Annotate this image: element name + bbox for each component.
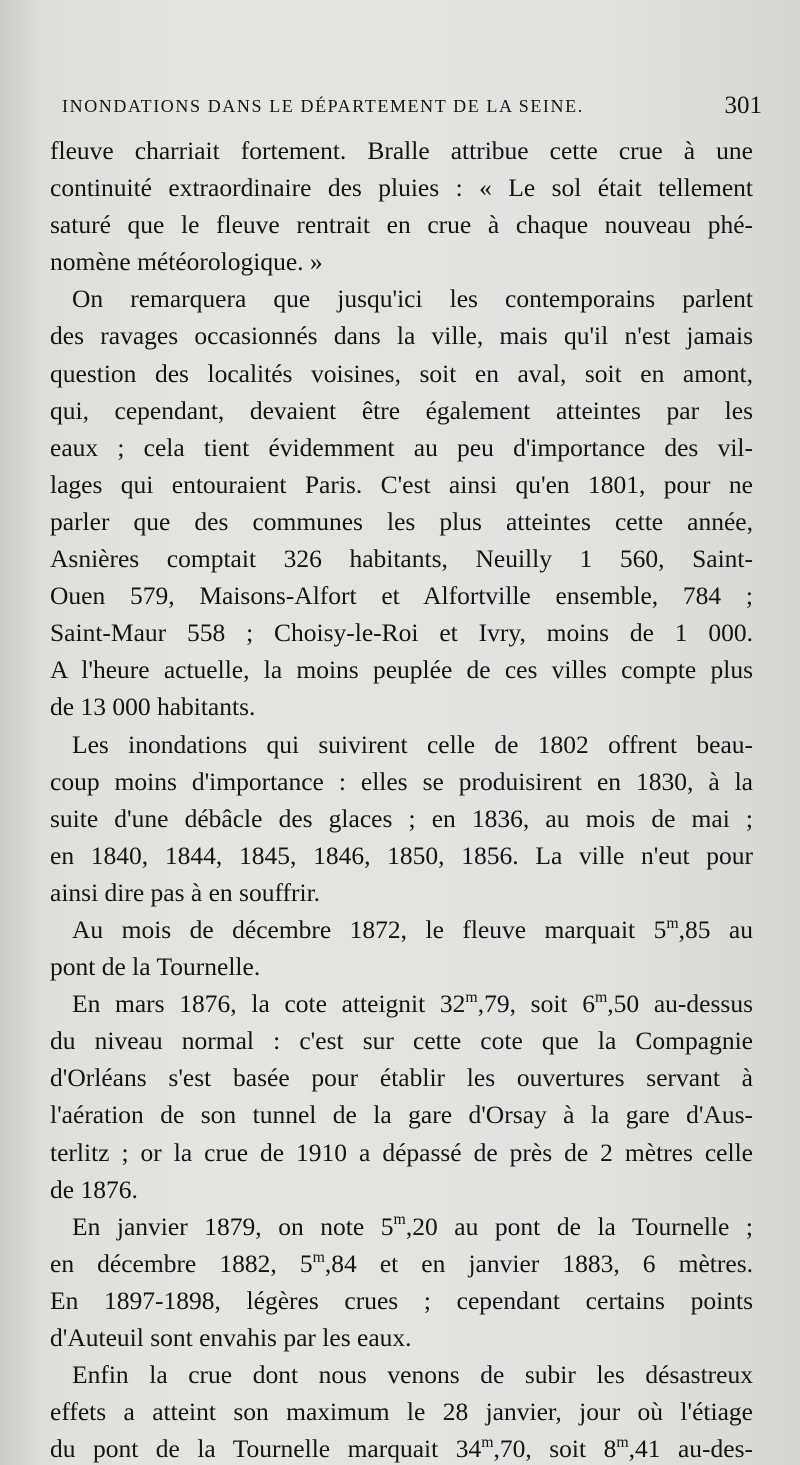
text-line: Au mois de décembre 1872, le fleuve marquait 5$^m$,85 au [72, 914, 753, 944]
text-line: en 1840, 1844, 1845, 1846, 1850, 1856. La ville n'eut pour [50, 840, 753, 870]
text-line: saturé que le fleuve rentrait en crue à chaque nouveau phé- [50, 210, 753, 240]
page-header [62, 92, 762, 122]
text-line: qui, cependant, devaient être également atteintes par les [50, 395, 753, 425]
text-line: l'aération de son tunnel de la gare d'Orsay à la gare d'Aus- [50, 1100, 753, 1130]
text-line: du pont de la Tournelle marquait 34$^m$,70, soit 8$^m$,41 au-des- [50, 1434, 754, 1464]
running-title: INONDATIONS DANS LE DÉPARTEMENT DE LA SEINE. [62, 96, 584, 116]
text-line: Ouen 579, Maisons-Alfort et Alfortville ensemble, 784 ; [50, 581, 753, 611]
text-line: effets a atteint son maximum le 28 janvier, jour où l'étiage [50, 1397, 753, 1427]
text-line: terlitz ; or la crue de 1910 a dépassé de près de 2 mètres celle [50, 1137, 753, 1167]
text-line: parler que des communes les plus atteintes cette année, [50, 506, 753, 536]
text-line: Les inondations qui suivirent celle de 1802 offrent beau- [72, 729, 753, 759]
text-line: lages qui entouraient Paris. C'est ainsi qu'en 1801, pour ne [50, 469, 753, 499]
text-line: eaux ; cela tient évidemment au peu d'importance des vil- [50, 432, 753, 462]
text-line: Enfin la crue dont nous venons de subir les désastreux [72, 1360, 753, 1390]
text-line: En janvier 1879, on note 5$^m$,20 au pont de la Tournelle ; [72, 1211, 753, 1241]
text-line: de 1876. [50, 1174, 138, 1204]
text-line: On remarquera que jusqu'ici les contemporains parlent [72, 284, 753, 314]
text-line: fleuve charriait fortement. Bralle attribue cette crue à une [50, 136, 753, 165]
text-line: de 13 000 habitants. [50, 692, 256, 722]
text-line: En mars 1876, la cote atteignit 32$^m$,79, soit 6$^m$,50 au-dessus [72, 988, 753, 1019]
text-line: A l'heure actuelle, la moins peuplée de ces villes compte plus [50, 655, 753, 685]
text-line: coup moins d'importance : elles se produisirent en 1830, à la [50, 766, 753, 796]
text-line: du niveau normal : c'est sur cette cote que la Compagnie [50, 1026, 753, 1056]
page-number: 301 [724, 92, 762, 119]
text-line: Saint-Maur 558 ; Choisy-le-Roi et Ivry, moins de 1 000. [50, 618, 753, 648]
text-line: d'Orléans s'est basée pour établir les ouvertures servant à [50, 1063, 753, 1093]
text-line: Asnières comptait 326 habitants, Neuilly 1 560, Saint- [50, 544, 753, 574]
text-line: continuité extraordinaire des pluies : « Le sol était tellement [50, 173, 753, 203]
text-line: En 1897-1898, légères crues ; cependant certains points [50, 1285, 753, 1315]
text-line: question des localités voisines, soit en aval, soit en amont, [50, 358, 753, 388]
text-line: suite d'une débâcle des glaces ; en 1836, au mois de mai ; [50, 803, 753, 833]
text-line: nomène météorologique. » [50, 247, 323, 277]
text-line: ainsi dire pas à en souffrir. [50, 877, 321, 907]
text-line: d'Auteuil sont envahis par les eaux. [50, 1323, 412, 1352]
body-text [50, 132, 753, 1465]
text-line: des ravages occasionnés dans la ville, mais qu'il n'est jamais [50, 321, 753, 351]
text-line: en décembre 1882, 5$^m$,84 et en janvier 1883, 6 mètres. [50, 1248, 753, 1278]
text-line: pont de la Tournelle. [50, 952, 261, 982]
